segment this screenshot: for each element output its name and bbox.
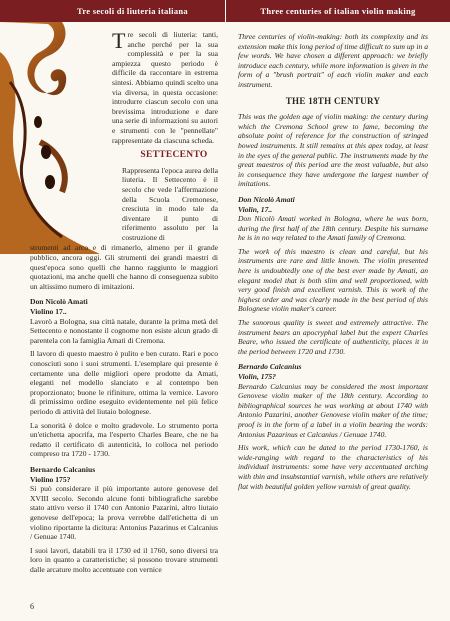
calcanius-para-1-en: Bernardo Calcanius may be considered the most important Genovese violin maker of the 18th century. According to bibliographical sources he was working at about 1740 with Antonio Pazarini, another Genovese violin maker of the time; proof is in the form of a label in a violin bearing the words: Antonius Pazarinus et Calcanius / Genuae 1740. <box>238 381 428 439</box>
intro-paragraph-en: Three centuries of violin-making: both its complexity and its extension make this long period of time difficult to sum up in a few words. We have chosen a different approach: we briefly introduce each century, while more information is given in the form of a "brush portrait" of each violin maker and each instrument. <box>238 32 428 89</box>
instrument-title-amati-it: Violino 17.. <box>30 307 67 317</box>
amati-para-3-en: The sonorous quality is sweet and extremely attractive. The instrument bears an apocryphal label but the expert Charles Beare, who issued the certificate of authenticity, places it in the period between 1720 and 1730. <box>238 318 428 356</box>
instrument-title-calcanius-en: Violin, 175? <box>238 372 276 381</box>
page-number: 6 <box>30 602 34 611</box>
section-text-it-a: Rappresenta l'epoca aurea della liuteria. Il Settecento è il secolo che vede l'affermazione della Scuola Cremonese, cresciuta in modo tale da diventare il punto di riferimento assoluto per la costruzione di <box>122 165 218 242</box>
intro-paragraph-it: Tre secoli di liuteria: tanti, anche perché per la sua complessità e per la sua ampiezza questo periodo è difficile da raccontare in estrema sintesi. Abbiamo quindi scelto una via diversa, in questa occasione: introdurre ciascun secolo con una brevissima introduzione e dare una serie di informazioni su autori e strumenti con le "pennellate" rappresentate da ciascuna scheda. <box>112 28 218 145</box>
english-column <box>238 32 428 495</box>
header-title-italian: Tre secoli di liuteria italiana <box>0 0 225 22</box>
drop-cap: T <box>112 28 126 53</box>
section-title-it: SETTECENTO <box>140 150 208 161</box>
amati-para-2-en: The work of this maestro is clean and careful, but his instruments are rare and little known. The violin presented here is undoubtedly one of the best ever made by Amati, an elegant model that is both slim and well proportioned, with very good finish and excellent varnish. This is work of the highest order and was clearly made in the best period of this Bolognese violin maker's career. <box>238 246 428 314</box>
maker-name-amati-it: Don Nicolò Amati <box>30 297 88 307</box>
page-header <box>0 0 450 22</box>
section-text-en: This was the golden age of violin making: the century during which the Cremona School grew to fame, becoming the absolute point of reference for the construction of stringed bowed instruments. It still remains at this apex today, at least in the eyes of the general public. The instruments made by the great maestros of this period are the most valuable, but also in consequence they have undergone the largest number of imitations. <box>238 112 428 189</box>
section-title-en: THE 18TH CENTURY <box>285 95 381 106</box>
calcanius-para-1-it: Si può considerare il più importante autore genovese del XVIII secolo. Secondo alcune fonti bibliografiche sarebbe stato attivo verso il 1740 con Antonio Pazarini, altro liutaio genovese dell'epoca; la prova verrebbe dall'etichetta di un violino riportante la dicitura: Antonius Pazarinus et Calcanius / Genuae 1740. <box>30 484 218 542</box>
amati-para-1-it: Lavorò a Bologna, sua città natale, durante la prima metà del Settecento e nonostante il cognome non esiste alcun grado di parentela con la famiglia Amati di Cremona. <box>30 316 218 345</box>
amati-para-2-it: Il lavoro di questo maestro è pulito e ben curato. Rari e poco conosciuti sono i suoi strumenti. L'esemplare qui presente è certamente una delle migliori opere prodotte da Amati, eleganti nel modello slanciato e al contempo ben proporzionato; buone le rifiniture, ottima la vernice. Lavoro di primissimo ordine eseguito evidentemente nel più felice periodo di attività del liutaio bolognese. <box>30 349 218 416</box>
header-title-english: Three centuries of italian violin making <box>225 0 450 22</box>
maker-name-calcanius-it: Bernardo Calcanius <box>30 464 96 474</box>
maker-name-calcanius-en: Bernardo Calcanius <box>238 362 302 372</box>
amati-para-1-en: Don Nicolò Amati worked in Bologna, where he was born, during the first half of the 18th century. Despite his surname he is in no way related to the Amati family of Cremona. <box>238 214 428 243</box>
maker-name-amati-en: Don Nicolò Amati <box>238 194 295 204</box>
instrument-title-calcanius-it: Violino 175? <box>30 474 71 484</box>
instrument-title-amati-en: Violin, 17.. <box>238 204 273 214</box>
calcanius-para-2-en: His work, which can be dated to the period 1730-1760, is wide-ranging with regard to the characteristics of his individual instruments: some have very accentuated arching with thin and insubstantial varnish, while others are relatively flat with beautiful golden yellow varnish of great quality. <box>238 443 428 491</box>
calcanius-para-2-it: I suoi lavori, databili tra il 1730 ed il 1760, sono diversi tra loro in quanto a caratteristiche; si possono trovare strumenti dalle arcature molto accentuate con vernice <box>30 545 218 574</box>
italian-column <box>30 30 218 578</box>
section-text-it-b: strumenti ad arco e di rimanerlo, almeno per il grande pubblico, ancora oggi. Gli strumenti dei grandi maestri di quest'epoca sono quelli che hanno raggiunto le maggiori quotazioni, ma anche quelli che hanno di conseguenza subito un altissimo numero di imitazioni. <box>30 243 218 291</box>
amati-para-3-it: La sonorità è dolce e molto gradevole. Lo strumento porta un'etichetta apocrifa, ma l'esperto Charles Beare, che ne ha redatto il certificato di autenticità, lo colloca nel periodo compreso tra 1720 - 1730. <box>30 420 218 459</box>
